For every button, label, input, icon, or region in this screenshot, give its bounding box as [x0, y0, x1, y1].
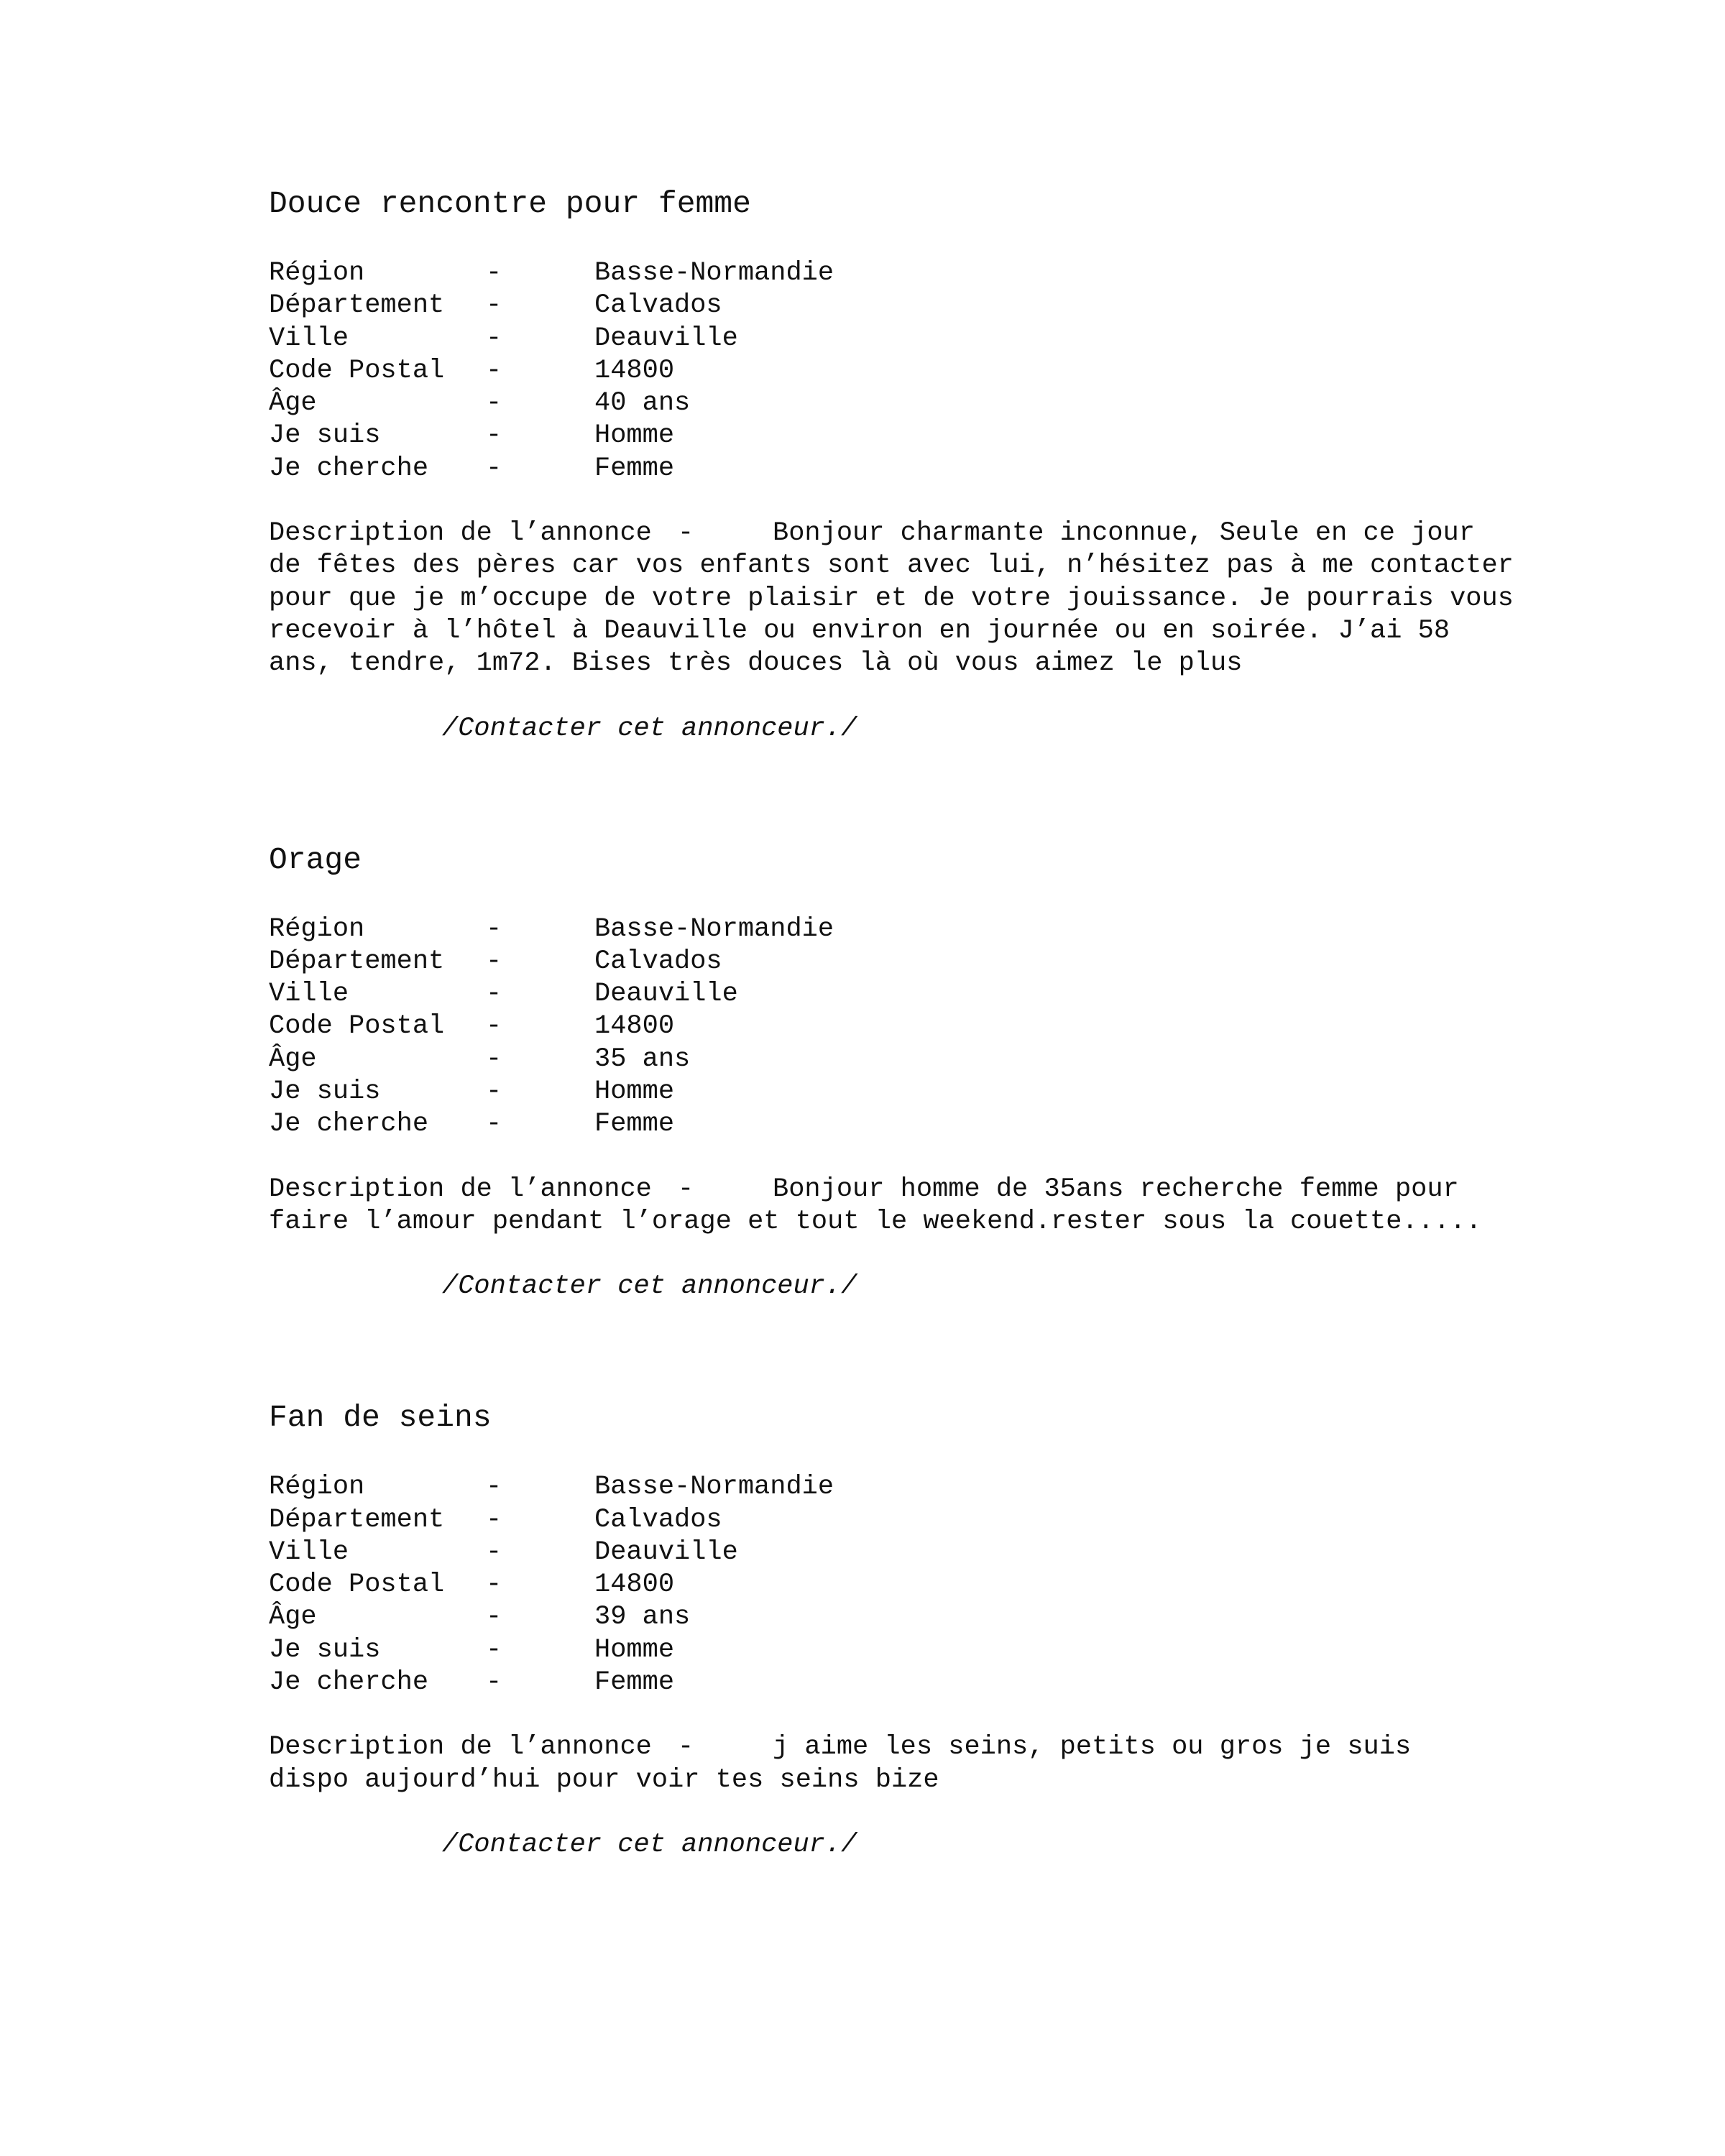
field-label: Âge — [269, 388, 317, 419]
field-separator: - — [486, 979, 502, 1010]
field-row-je-cherche — [269, 1108, 1563, 1141]
field-value: Calvados — [594, 946, 722, 977]
field-value: Basse-Normandie — [594, 1472, 834, 1503]
field-row-age — [269, 387, 1563, 420]
field-row-departement — [269, 1504, 1563, 1537]
field-value: Femme — [594, 1109, 675, 1140]
field-separator: - — [486, 1634, 502, 1665]
field-value: 14800 — [594, 355, 675, 386]
ad-title: Orage — [269, 842, 362, 877]
ad-description — [269, 1731, 1555, 1797]
field-row-je-suis — [269, 420, 1563, 452]
field-row-age — [269, 1044, 1563, 1076]
field-separator: - — [486, 258, 502, 288]
description-separator: - — [678, 1732, 694, 1763]
description-label: Description de l’annonce — [269, 518, 652, 549]
contact-advertiser-link[interactable]: /Contacter cet annonceur./ — [442, 1271, 857, 1302]
field-value: 40 ans — [594, 388, 691, 419]
description-line: de fêtes des pères car vos enfants sont avec lui, n’hésitez pas à me contacter — [269, 550, 1514, 581]
field-value: Calvados — [594, 1504, 722, 1535]
field-separator: - — [486, 1109, 502, 1140]
contact-advertiser-link[interactable]: /Contacter cet annonceur./ — [442, 1829, 857, 1860]
field-separator: - — [486, 1667, 502, 1698]
ad-fields — [269, 913, 1563, 1141]
field-value: Deauville — [594, 323, 738, 354]
field-label: Code Postal — [269, 1011, 445, 1042]
field-row-ville — [269, 323, 1563, 355]
field-separator: - — [486, 420, 502, 451]
description-label: Description de l’annonce — [269, 1732, 652, 1763]
field-label: Âge — [269, 1044, 317, 1074]
field-label: Je cherche — [269, 453, 429, 484]
field-label: Je suis — [269, 420, 381, 451]
field-separator: - — [486, 1602, 502, 1633]
field-label: Je cherche — [269, 1109, 429, 1140]
description-text: Bonjour homme de 35ans recherche femme pour — [773, 1174, 1459, 1204]
field-separator: - — [486, 323, 502, 354]
field-label: Département — [269, 946, 445, 977]
field-label: Je suis — [269, 1077, 381, 1107]
field-label: Département — [269, 290, 445, 321]
description-line: dispo aujourd’hui pour voir tes seins bize — [269, 1764, 939, 1795]
description-line: recevoir à l’hôtel à Deauville ou environ en journée ou en soirée. J’ai 58 — [269, 615, 1450, 646]
contact-advertiser-link[interactable]: /Contacter cet annonceur./ — [442, 713, 857, 744]
field-row-departement — [269, 290, 1563, 322]
field-label: Département — [269, 1504, 445, 1535]
field-label: Ville — [269, 1537, 349, 1567]
field-separator: - — [486, 1570, 502, 1600]
field-row-departement — [269, 946, 1563, 978]
field-value: 14800 — [594, 1011, 675, 1042]
field-separator: - — [486, 1472, 502, 1503]
field-value: Calvados — [594, 290, 722, 321]
field-separator: - — [486, 388, 502, 419]
field-label: Je suis — [269, 1634, 381, 1665]
ad-title: Fan de seins — [269, 1400, 492, 1436]
field-value: 35 ans — [594, 1044, 691, 1074]
field-row-je-cherche — [269, 453, 1563, 485]
field-label: Âge — [269, 1602, 317, 1633]
field-label: Code Postal — [269, 1570, 445, 1600]
field-label: Région — [269, 258, 365, 288]
field-row-region — [269, 913, 1563, 946]
field-row-ville — [269, 1537, 1563, 1569]
description-separator: - — [678, 1174, 694, 1204]
field-value: 14800 — [594, 1570, 675, 1600]
field-value: Femme — [594, 1667, 675, 1698]
description-line: faire l’amour pendant l’orage et tout le weekend.rester sous la couette..... — [269, 1206, 1482, 1237]
description-label: Description de l’annonce — [269, 1174, 652, 1204]
field-value: Homme — [594, 1077, 675, 1107]
ad-listing — [269, 842, 1563, 1304]
field-value: Femme — [594, 453, 675, 484]
field-separator: - — [486, 946, 502, 977]
ad-description — [269, 517, 1555, 680]
field-row-region — [269, 257, 1563, 290]
field-value: Deauville — [594, 1537, 738, 1567]
field-value: Basse-Normandie — [594, 258, 834, 288]
field-separator: - — [486, 1044, 502, 1074]
ad-listing — [269, 185, 1563, 745]
field-row-ville — [269, 978, 1563, 1010]
description-text: j aime les seins, petits ou gros je suis — [773, 1732, 1412, 1763]
spacer — [269, 1303, 1563, 1399]
description-text: Bonjour charmante inconnue, Seule en ce jour — [773, 518, 1475, 549]
field-separator: - — [486, 355, 502, 386]
field-row-code-postal — [269, 1010, 1563, 1043]
field-separator: - — [486, 290, 502, 321]
field-label: Région — [269, 913, 365, 944]
ad-listing — [269, 1399, 1563, 1861]
field-label: Ville — [269, 323, 349, 354]
field-row-je-suis — [269, 1076, 1563, 1108]
description-line — [269, 1731, 1555, 1764]
field-separator: - — [486, 913, 502, 944]
field-value: Homme — [594, 420, 675, 451]
field-row-region — [269, 1471, 1563, 1503]
field-value: Basse-Normandie — [594, 913, 834, 944]
document-page — [269, 185, 1563, 1861]
field-separator: - — [486, 1011, 502, 1042]
ad-description — [269, 1174, 1555, 1239]
field-label: Ville — [269, 979, 349, 1010]
description-line: pour que je m’occupe de votre plaisir et de votre jouissance. Je pourrais vous — [269, 583, 1514, 614]
ad-title: Douce rencontre pour femme — [269, 186, 751, 221]
field-row-code-postal — [269, 355, 1563, 387]
field-value: 39 ans — [594, 1602, 691, 1633]
field-separator: - — [486, 1504, 502, 1535]
ad-fields — [269, 257, 1563, 485]
field-label: Région — [269, 1472, 365, 1503]
description-line: ans, tendre, 1m72. Bises très douces là où vous aimez le plus — [269, 648, 1243, 679]
field-value: Deauville — [594, 979, 738, 1010]
field-label: Je cherche — [269, 1667, 429, 1698]
field-row-age — [269, 1601, 1563, 1634]
field-row-code-postal — [269, 1569, 1563, 1601]
description-line — [269, 1174, 1555, 1206]
field-separator: - — [486, 1077, 502, 1107]
field-row-je-cherche — [269, 1667, 1563, 1699]
field-label: Code Postal — [269, 355, 445, 386]
field-separator: - — [486, 453, 502, 484]
field-separator: - — [486, 1537, 502, 1567]
field-row-je-suis — [269, 1634, 1563, 1667]
spacer — [269, 745, 1563, 842]
field-value: Homme — [594, 1634, 675, 1665]
description-separator: - — [678, 518, 694, 549]
description-line — [269, 517, 1555, 550]
ad-fields — [269, 1471, 1563, 1699]
